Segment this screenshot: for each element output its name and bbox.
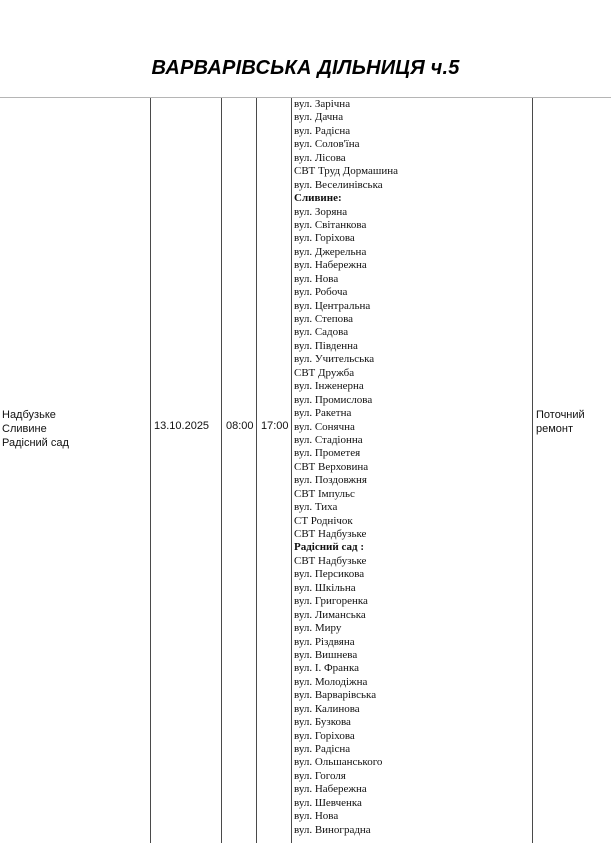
- column-divider: [532, 98, 533, 843]
- schedule-table: [0, 97, 611, 843]
- streets-list: [294, 98, 530, 837]
- column-divider: [221, 98, 222, 843]
- street-item: СТ Роднічок: [294, 514, 353, 527]
- street-item: вул. Солов'їна: [294, 138, 360, 151]
- street-item: вул. Південна: [294, 339, 358, 352]
- column-divider: [256, 98, 257, 843]
- street-item: вул. Набережна: [294, 259, 367, 272]
- settlement-header: Сливине:: [294, 192, 342, 205]
- start-time-cell: 08:00: [226, 420, 254, 432]
- street-item: вул. Стадіонна: [294, 433, 363, 446]
- street-item: вул. Сонячна: [294, 420, 355, 433]
- street-item: вул. Ольшанського: [294, 756, 383, 769]
- street-item: СВТ Імпульс: [294, 487, 355, 500]
- street-item: СВТ Надбузьке: [294, 554, 367, 567]
- settlements-cell: [2, 408, 69, 450]
- street-item: вул. Світанкова: [294, 218, 367, 231]
- street-item: вул. Персикова: [294, 568, 365, 581]
- street-item: СВТ Надбузьке: [294, 528, 367, 540]
- street-item: вул. Учительська: [294, 353, 375, 366]
- street-item: СВТ Дружба: [294, 366, 355, 379]
- street-item: вул. Виноградна: [294, 823, 371, 836]
- date-cell: 13.10.2025: [154, 420, 210, 432]
- street-item: вул. Дачна: [294, 111, 344, 124]
- street-item: вул. Нова: [294, 272, 339, 285]
- settlement-header: Радісний сад :: [294, 541, 364, 554]
- settlement-name: Надбузьке: [2, 409, 56, 421]
- settlement-name: Радісний сад: [2, 437, 69, 449]
- street-item: вул. Бузкова: [294, 716, 351, 729]
- street-item: вул. Веселинівська: [294, 178, 383, 191]
- street-item: вул. Гоголя: [294, 769, 346, 782]
- column-divider: [150, 98, 151, 843]
- street-item: СВТ Верховина: [294, 460, 369, 473]
- street-item: вул. Джерельна: [294, 245, 367, 258]
- street-item: вул. Тиха: [294, 501, 338, 514]
- street-item: вул. Садова: [294, 326, 349, 339]
- street-item: вул. Робоча: [294, 286, 348, 299]
- work-type-line: Поточний: [536, 409, 585, 421]
- street-item: вул. Шкільна: [294, 581, 356, 594]
- street-item: СВТ Труд Дормашина: [294, 165, 399, 178]
- street-item: вул. Молодіжна: [294, 675, 368, 688]
- street-item: вул. Прометея: [294, 447, 361, 460]
- street-item: вул. Григоренка: [294, 595, 368, 608]
- street-item: вул. Лісова: [294, 151, 346, 164]
- page-title: ВАРВАРІВСЬКА ДІЛЬНИЦЯ ч.5: [151, 57, 460, 79]
- street-item: вул. Лиманська: [294, 608, 366, 621]
- work-type-line: ремонт: [536, 423, 574, 435]
- street-item: вул. Набережна: [294, 783, 367, 796]
- settlement-name: Сливине: [2, 423, 47, 435]
- end-time-cell: 17:00: [261, 420, 289, 432]
- street-item: вул. Вишнева: [294, 648, 358, 661]
- street-item: вул. Різдвяна: [294, 635, 355, 648]
- street-item: вул. Поздовжня: [294, 474, 367, 487]
- street-item: вул. Зоряна: [294, 205, 348, 218]
- street-item: вул. Ракетна: [294, 407, 352, 420]
- street-item: вул. Калинова: [294, 702, 360, 715]
- street-item: вул. Інженерна: [294, 380, 364, 393]
- street-item: вул. Горіхова: [294, 232, 355, 245]
- street-item: вул. Радісна: [294, 743, 351, 755]
- street-item: вул. Горіхова: [294, 729, 355, 742]
- street-item: вул. Центральна: [294, 299, 371, 312]
- street-item: вул. Промислова: [294, 393, 373, 406]
- street-item: вул. І. Франка: [294, 662, 360, 675]
- street-item: вул. Шевченка: [294, 796, 362, 809]
- street-item: вул. Степова: [294, 313, 354, 325]
- column-divider: [291, 98, 292, 843]
- street-item: вул. Радісна: [294, 124, 351, 137]
- street-item: вул. Зарічна: [294, 98, 351, 110]
- work-type-cell: [536, 408, 585, 436]
- street-item: вул. Нова: [294, 810, 339, 823]
- street-item: вул. Миру: [294, 622, 342, 635]
- street-item: вул. Варварівська: [294, 689, 377, 702]
